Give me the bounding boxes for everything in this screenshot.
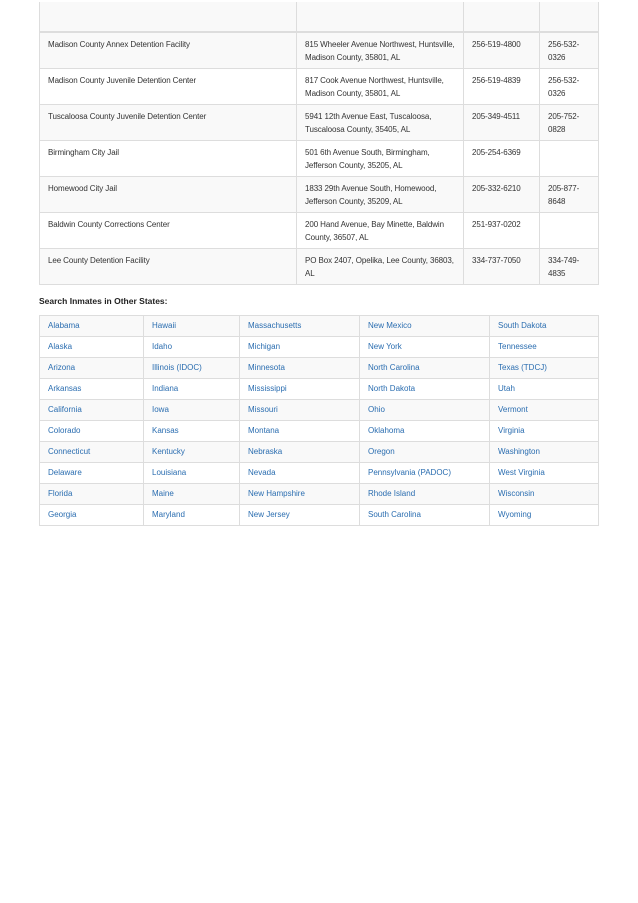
facility-fax xyxy=(540,141,599,177)
state-cell xyxy=(360,421,490,442)
state-cell xyxy=(40,337,144,358)
state-cell xyxy=(490,463,599,484)
state-link[interactable]: Montana xyxy=(248,426,280,435)
state-cell xyxy=(360,379,490,400)
facility-row xyxy=(40,69,599,105)
facility-address: 815 Wheeler Avenue Northwest, Huntsville, Madison County, 35801, AL xyxy=(297,33,464,69)
facility-name: Madison County Juvenile Detention Center xyxy=(40,69,297,105)
states-row xyxy=(40,421,599,442)
state-cell xyxy=(360,505,490,526)
state-link[interactable]: Minnesota xyxy=(248,363,285,372)
facility-name: Homewood City Jail xyxy=(40,177,297,213)
facility-address: 5941 12th Avenue East, Tuscaloosa, Tuscaloosa County, 35405, AL xyxy=(297,105,464,141)
state-cell xyxy=(240,358,360,379)
state-link[interactable]: Connecticut xyxy=(48,447,91,456)
state-link[interactable]: Washington xyxy=(498,447,540,456)
state-cell xyxy=(490,358,599,379)
state-link[interactable]: Idaho xyxy=(152,342,173,351)
state-link[interactable]: New Mexico xyxy=(368,321,412,330)
facility-row xyxy=(40,33,599,69)
state-link[interactable]: New York xyxy=(368,342,402,351)
state-cell xyxy=(490,505,599,526)
state-link[interactable]: Wyoming xyxy=(498,510,532,519)
facility-row xyxy=(40,177,599,213)
state-link[interactable]: Kansas xyxy=(152,426,179,435)
state-cell xyxy=(490,484,599,505)
state-cell xyxy=(240,484,360,505)
state-link[interactable]: Massachusetts xyxy=(248,321,302,330)
state-link[interactable]: Rhode Island xyxy=(368,489,416,498)
state-cell xyxy=(240,463,360,484)
state-link[interactable]: Kentucky xyxy=(152,447,185,456)
state-link[interactable]: Pennsylvania (PADOC) xyxy=(368,468,451,477)
states-row xyxy=(40,505,599,526)
facility-address: 817 Cook Avenue Northwest, Huntsville, Madison County, 35801, AL xyxy=(297,69,464,105)
state-cell xyxy=(40,505,144,526)
state-link[interactable]: California xyxy=(48,405,82,414)
facility-phone: 205-349-4511 xyxy=(464,105,540,141)
state-link[interactable]: Alabama xyxy=(48,321,80,330)
state-cell xyxy=(240,316,360,337)
states-row xyxy=(40,442,599,463)
state-cell xyxy=(144,358,240,379)
facility-name: Lee County Detention Facility xyxy=(40,249,297,285)
state-link[interactable]: Illinois (IDOC) xyxy=(152,363,202,372)
state-cell xyxy=(144,400,240,421)
states-row xyxy=(40,337,599,358)
facility-fax: 205-752-0828 xyxy=(540,105,599,141)
facility-name: Birmingham City Jail xyxy=(40,141,297,177)
top-table-edge xyxy=(39,0,598,32)
state-link[interactable]: Oklahoma xyxy=(368,426,405,435)
state-link[interactable]: Tennessee xyxy=(498,342,537,351)
state-link[interactable]: Arkansas xyxy=(48,384,82,393)
state-link[interactable]: Wisconsin xyxy=(498,489,535,498)
state-link[interactable]: New Hampshire xyxy=(248,489,305,498)
state-link[interactable]: West Virginia xyxy=(498,468,545,477)
state-link[interactable]: Nebraska xyxy=(248,447,283,456)
facility-phone: 205-254-6369 xyxy=(464,141,540,177)
state-cell xyxy=(240,337,360,358)
state-cell xyxy=(240,421,360,442)
state-cell xyxy=(144,442,240,463)
state-cell xyxy=(40,484,144,505)
state-cell xyxy=(360,358,490,379)
facility-row xyxy=(40,105,599,141)
state-cell xyxy=(490,442,599,463)
state-cell xyxy=(40,400,144,421)
state-link[interactable]: Florida xyxy=(48,489,73,498)
states-row xyxy=(40,316,599,337)
facility-address: PO Box 2407, Opelika, Lee County, 36803, AL xyxy=(297,249,464,285)
state-link[interactable]: Texas (TDCJ) xyxy=(498,363,547,372)
state-cell xyxy=(360,316,490,337)
state-cell xyxy=(40,379,144,400)
facility-phone: 256-519-4800 xyxy=(464,33,540,69)
state-link[interactable]: Maryland xyxy=(152,510,185,519)
other-states-table xyxy=(39,315,599,526)
states-row xyxy=(40,379,599,400)
state-link[interactable]: Ohio xyxy=(368,405,385,414)
state-cell xyxy=(40,442,144,463)
state-cell xyxy=(490,316,599,337)
table-row-cutoff xyxy=(40,2,599,32)
facility-phone: 251-937-0202 xyxy=(464,213,540,249)
facility-name: Baldwin County Corrections Center xyxy=(40,213,297,249)
state-cell xyxy=(144,421,240,442)
state-cell xyxy=(40,316,144,337)
facility-address: 1833 29th Avenue South, Homewood, Jefferson County, 35209, AL xyxy=(297,177,464,213)
facility-row xyxy=(40,213,599,249)
state-cell xyxy=(144,505,240,526)
facility-row xyxy=(40,141,599,177)
state-link[interactable]: Michigan xyxy=(248,342,281,351)
state-cell xyxy=(144,379,240,400)
state-cell xyxy=(490,421,599,442)
state-link[interactable]: Utah xyxy=(498,384,515,393)
state-cell xyxy=(490,400,599,421)
state-link[interactable]: Maine xyxy=(152,489,174,498)
state-link[interactable]: Vermont xyxy=(498,405,528,414)
state-link[interactable]: Louisiana xyxy=(152,468,187,477)
state-link[interactable]: North Carolina xyxy=(368,363,420,372)
state-link[interactable]: Oregon xyxy=(368,447,395,456)
state-cell xyxy=(240,505,360,526)
facility-address: 200 Hand Avenue, Bay Minette, Baldwin County, 36507, AL xyxy=(297,213,464,249)
state-cell xyxy=(240,442,360,463)
facility-name: Madison County Annex Detention Facility xyxy=(40,33,297,69)
state-cell xyxy=(240,400,360,421)
facility-fax: 256-532-0326 xyxy=(540,69,599,105)
facility-table xyxy=(39,32,599,285)
state-cell xyxy=(490,337,599,358)
state-cell xyxy=(144,337,240,358)
state-cell xyxy=(40,358,144,379)
state-link[interactable]: Indiana xyxy=(152,384,179,393)
state-link[interactable]: South Dakota xyxy=(498,321,547,330)
states-row xyxy=(40,463,599,484)
facility-fax: 334-749-4835 xyxy=(540,249,599,285)
state-cell xyxy=(360,337,490,358)
page xyxy=(39,0,598,526)
state-cell xyxy=(360,484,490,505)
state-link[interactable]: Virginia xyxy=(498,426,525,435)
state-link[interactable]: Delaware xyxy=(48,468,82,477)
facility-fax xyxy=(540,213,599,249)
state-cell xyxy=(144,316,240,337)
state-cell xyxy=(40,421,144,442)
state-cell xyxy=(360,442,490,463)
states-row xyxy=(40,400,599,421)
facility-phone: 334-737-7050 xyxy=(464,249,540,285)
state-link[interactable]: Nevada xyxy=(248,468,276,477)
facility-address: 501 6th Avenue South, Birmingham, Jefferson County, 35205, AL xyxy=(297,141,464,177)
state-link[interactable]: Alaska xyxy=(48,342,73,351)
states-row xyxy=(40,484,599,505)
state-cell xyxy=(144,484,240,505)
state-cell xyxy=(360,400,490,421)
state-link[interactable]: North Dakota xyxy=(368,384,416,393)
state-cell xyxy=(144,463,240,484)
state-cell xyxy=(240,379,360,400)
facility-phone: 256-519-4839 xyxy=(464,69,540,105)
facility-fax: 205-877-8648 xyxy=(540,177,599,213)
state-cell xyxy=(490,379,599,400)
state-link[interactable]: Hawaii xyxy=(152,321,177,330)
other-states-title: Search Inmates in Other States: xyxy=(39,296,168,306)
facility-phone: 205-332-6210 xyxy=(464,177,540,213)
state-link[interactable]: Colorado xyxy=(48,426,81,435)
state-link[interactable]: Iowa xyxy=(152,405,169,414)
state-cell xyxy=(360,463,490,484)
state-link[interactable]: Missouri xyxy=(248,405,278,414)
state-link[interactable]: Arizona xyxy=(48,363,76,372)
state-link[interactable]: New Jersey xyxy=(248,510,290,519)
facility-fax: 256-532-0326 xyxy=(540,33,599,69)
facility-name: Tuscaloosa County Juvenile Detention Center xyxy=(40,105,297,141)
facility-row xyxy=(40,249,599,285)
state-link[interactable]: Georgia xyxy=(48,510,77,519)
state-link[interactable]: Mississippi xyxy=(248,384,287,393)
state-cell xyxy=(40,463,144,484)
states-row xyxy=(40,358,599,379)
state-link[interactable]: South Carolina xyxy=(368,510,421,519)
